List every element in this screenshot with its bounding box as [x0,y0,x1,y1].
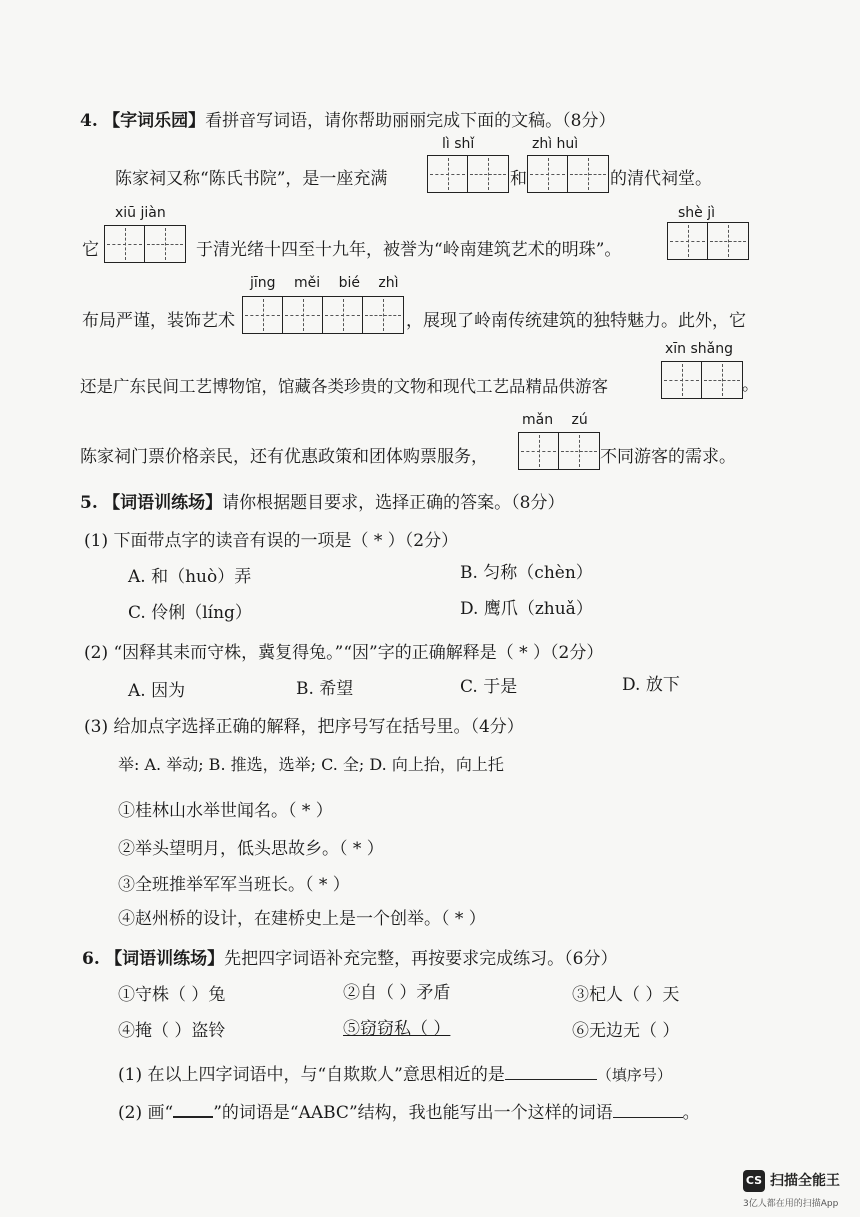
q5-number: 5. [80,493,98,513]
q4-line2-start: 它 [82,240,99,260]
q6-instruction: 先把四字词语补充完整，再按要求完成练习。（6分） [224,949,618,969]
q5-sub2-option-b: B. 希望 [296,679,354,699]
q4-line1-end: 的清代祠堂。 [610,169,712,189]
q4-line4-end: 。 [742,375,759,395]
q6-title [82,944,617,969]
answer-grid-manzu[interactable] [518,432,600,470]
q5-sub3-definitions: 举: A. 举动; B. 推选，选举; C. 全; D. 向上抬，向上托 [118,755,504,774]
q6-sub2-answer-blank[interactable] [613,1117,683,1118]
q5-instruction: 请你根据题目要求，选择正确的答案。（8分） [222,493,565,513]
q4-instruction: 看拼音写词语，请你帮助丽丽完成下面的文稿。（8分） [205,111,616,131]
answer-grid-sheji[interactable] [667,222,749,260]
q6-number: 6. [82,949,100,969]
q4-line2-end: 于清光绪十四至十九年，被誉为“岭南建筑艺术的明珠”。 [196,240,622,260]
q5-sub2-option-c: C. 于是 [460,677,518,697]
q6-word3: ③杞人（ ）天 [572,985,680,1005]
q5-sub1-option-d: D. 鹰爪（zhuǎ） [460,599,593,619]
q6-sub1-question: (1) 在以上四字词语中，与“自欺欺人”意思相近的是 [118,1065,505,1085]
q5-sub1-option-a: A. 和（huò）弄 [128,567,252,587]
q4-line1-mid: 和 [510,169,527,189]
q5-sub3-item3: ③全班推举军军当班长。（ * ） [118,875,350,895]
q5-sub1-question: (1) 下面带点字的读音有误的一项是（ * ）（2分） [84,531,459,551]
q6-sub1-answer-blank[interactable] [505,1079,597,1080]
q4-line5-end: 不同游客的需求。 [600,447,736,467]
camscanner-logo: CS [743,1170,765,1192]
answer-grid-xiujian[interactable] [104,225,186,263]
q4-number: 4. [80,111,98,131]
q6-word5: ⑤窃窃私（ ） [343,1019,451,1039]
pinyin-jingmeibiezhi: jīng měi bié zhì [250,275,399,291]
q6-sub2-part2: ”的词语是“AABC”结构，我也能写出一个这样的词语 [213,1103,613,1123]
q6-sub2-underline-mark [173,1116,213,1118]
q5-sub1-option-c: C. 伶俐（líng） [128,603,252,623]
q6-sub1 [118,1060,672,1085]
q6-word1: ①守株（ ）兔 [118,985,226,1005]
q4-line3-end: ，展现了岭南传统建筑的独特魅力。此外，它 [406,311,746,331]
camscanner-name: 扫描全能王 [770,1173,840,1189]
answer-grid-jingmeibiezhi[interactable] [242,296,404,334]
q6-tag: 【词语训练场】 [105,949,225,969]
pinyin-manzu: mǎn zú [522,412,588,428]
q6-sub1-hint: （填序号） [596,1066,672,1084]
q5-sub3-item2: ②举头望明月，低头思故乡。（ * ） [118,839,384,859]
q6-sub2 [118,1098,700,1123]
q5-sub2-option-a: A. 因为 [128,681,186,701]
q5-tag: 【词语训练场】 [103,493,223,513]
q4-line4-start: 还是广东民间工艺博物馆，馆藏各类珍贵的文物和现代工艺品精品供游客 [80,377,608,396]
q4-line1-start: 陈家祠又称“陈氏书院”，是一座充满 [115,169,388,189]
q5-sub3-question: (3) 给加点字选择正确的解释，把序号写在括号里。（4分） [84,717,524,737]
pinyin-xinshang: xīn shǎng [665,341,734,357]
q4-title [80,106,615,131]
pinyin-sheji: shè jì [678,205,716,221]
q4-line5-start: 陈家祠门票价格亲民，还有优惠政策和团体购票服务， [80,447,488,467]
pinyin-zhihui: zhì huì [532,136,579,152]
q6-word6: ⑥无边无（ ） [572,1021,680,1041]
q5-sub2-question: (2) “因释其耒而守株，冀复得兔。”“因”字的正确解释是（ * ）（2分） [84,643,604,663]
q5-sub2-option-d: D. 放下 [622,675,680,695]
answer-grid-lishi[interactable] [427,155,509,193]
camscanner-slogan: 3亿人都在用的扫描App [743,1199,839,1209]
q5-title [80,488,564,513]
answer-grid-zhihui[interactable] [527,155,609,193]
q6-word2: ②自（ ）矛盾 [343,983,451,1003]
pinyin-xiujian: xiū jiàn [115,205,166,221]
q5-sub3-item4: ④赵州桥的设计，在建桥史上是一个创举。（ * ） [118,909,486,929]
q5-sub1-option-b: B. 匀称（chèn） [460,563,593,583]
q4-tag: 【字词乐园】 [103,111,206,131]
q4-line3-start: 布局严谨，装饰艺术 [82,311,235,331]
pinyin-lishi: lì shǐ [442,136,475,152]
q6-word4: ④掩（ ）盗铃 [118,1021,226,1041]
q5-sub3-item1: ①桂林山水举世闻名。（ * ） [118,801,333,821]
answer-grid-xinshang[interactable] [661,361,743,399]
q6-sub2-part1: (2) 画“ [118,1103,174,1123]
q6-sub2-end: 。 [682,1103,700,1123]
